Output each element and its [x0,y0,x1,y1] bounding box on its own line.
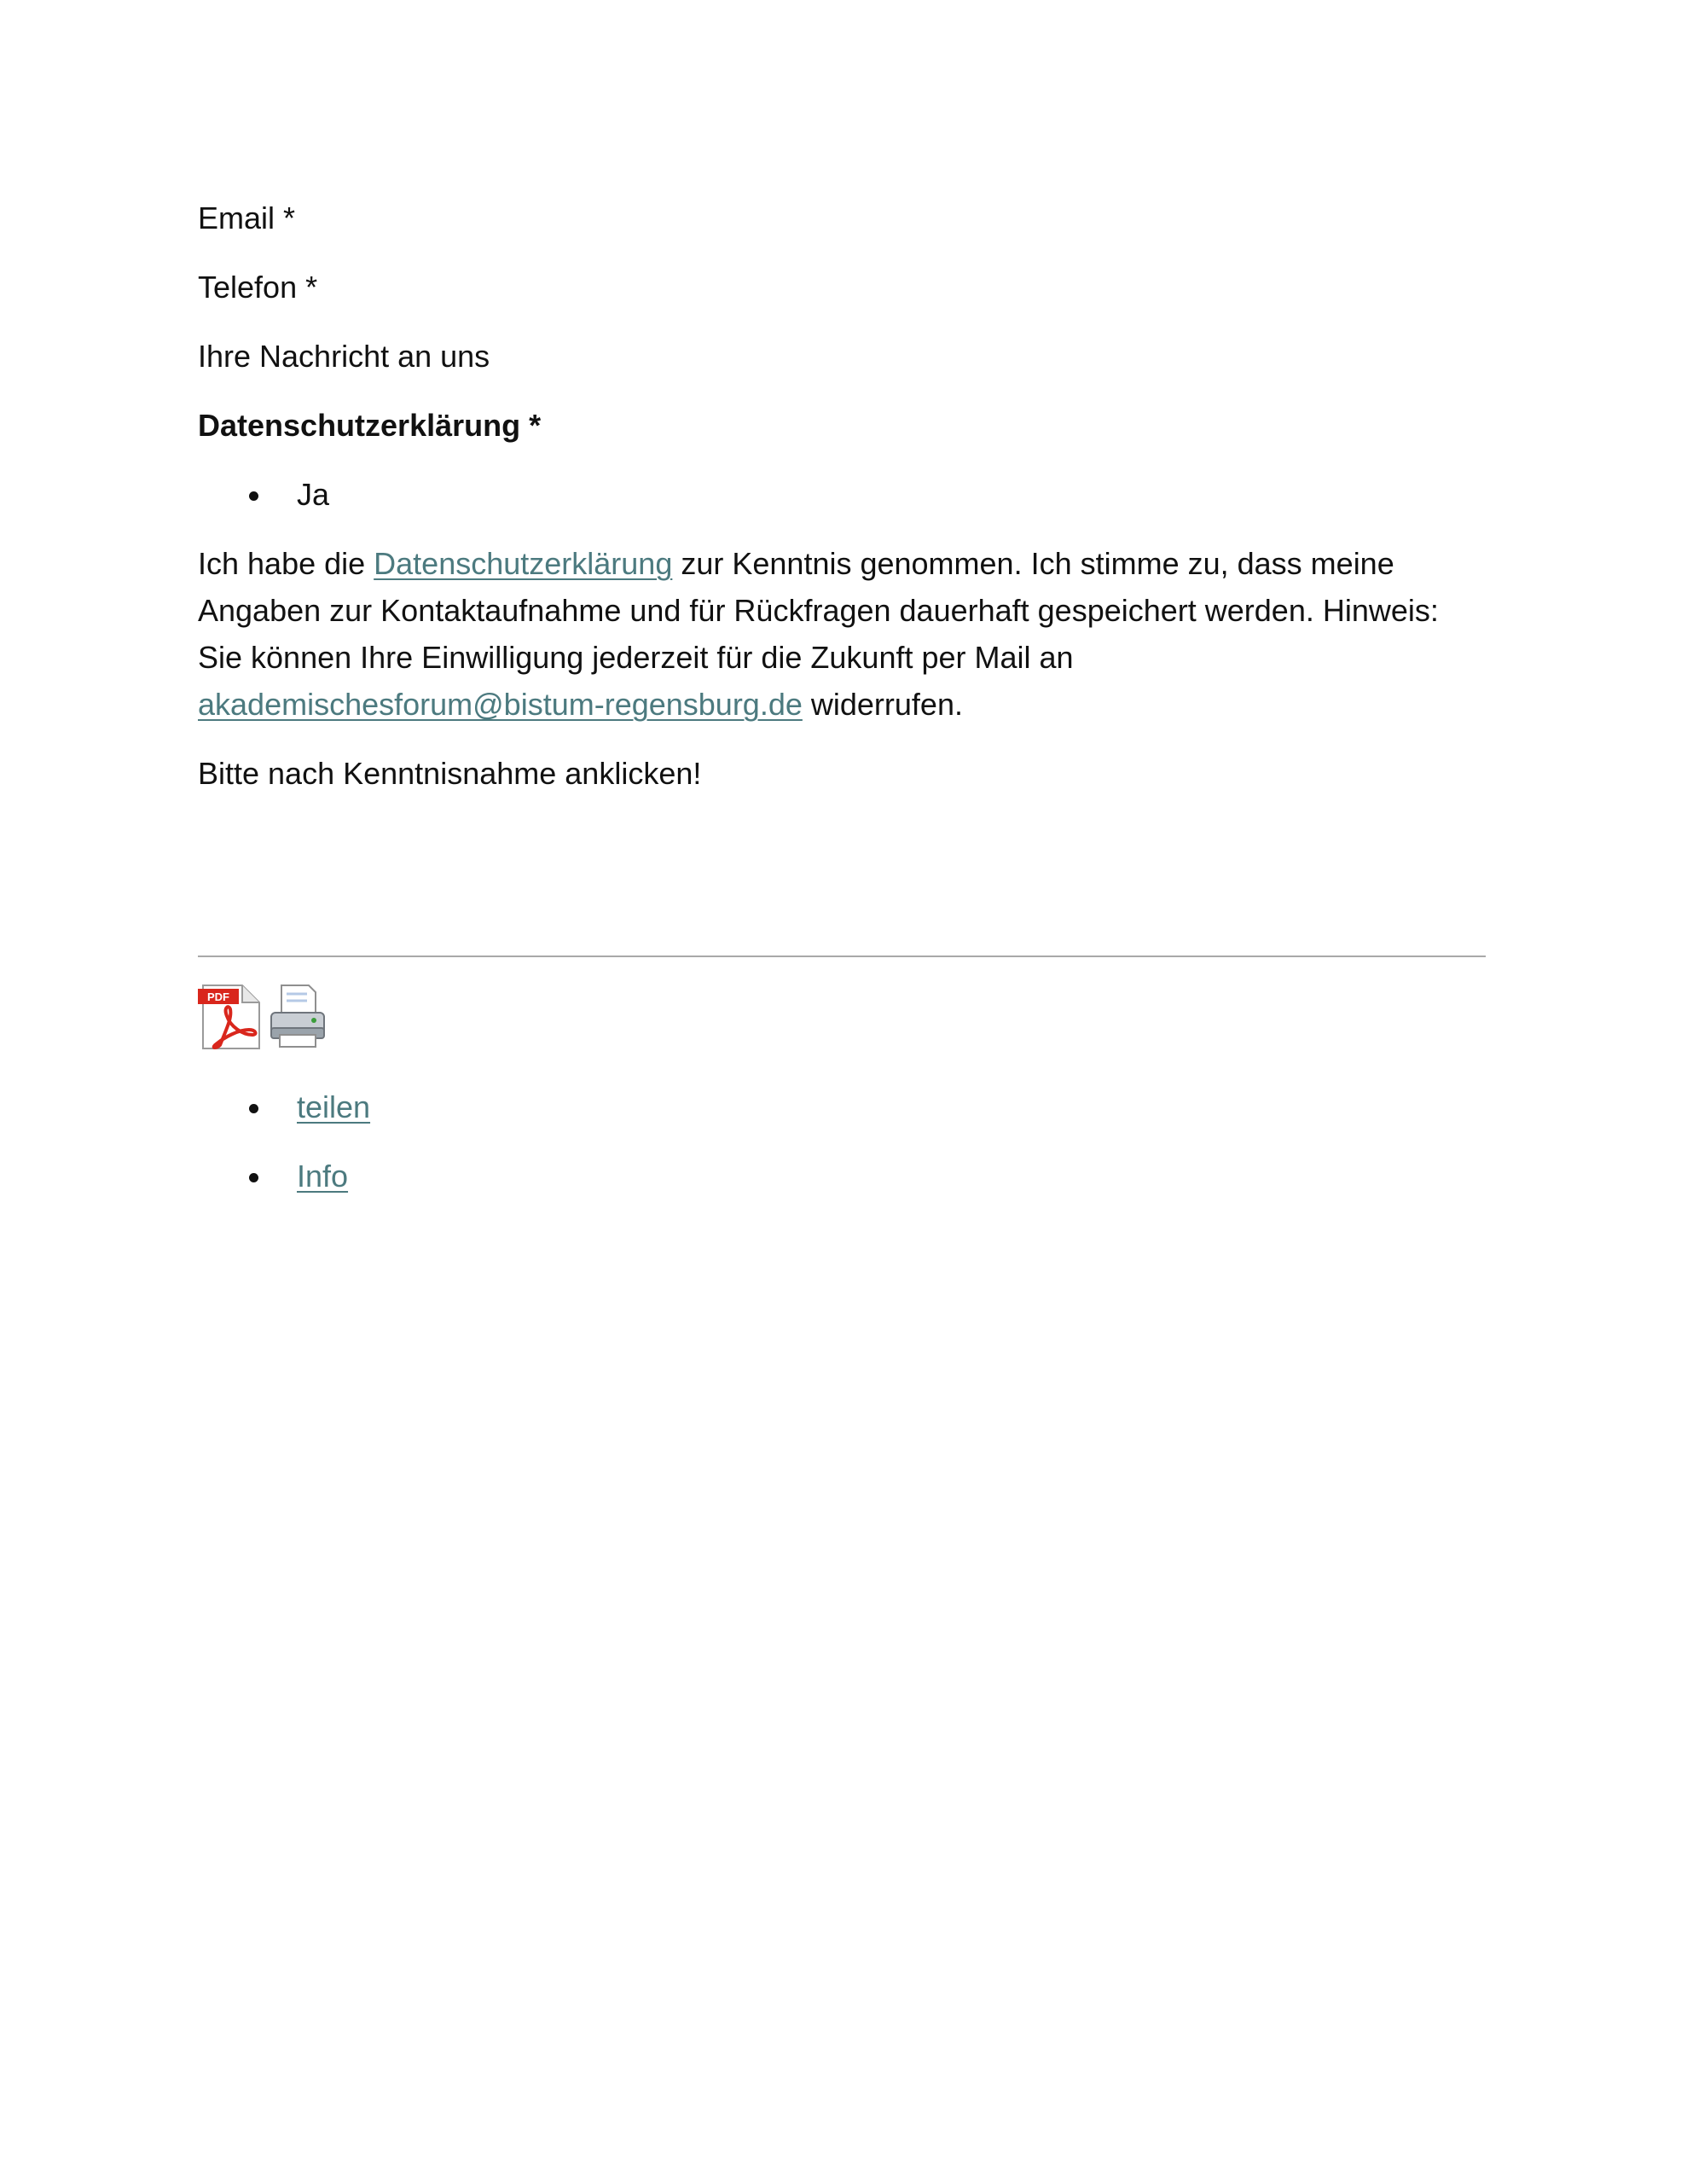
share-link[interactable]: teilen [297,1089,371,1124]
click-hint: Bitte nach Kenntnisnahme anklicken! [198,756,702,791]
spacer [198,819,1486,956]
pdf-badge-text: PDF [207,990,229,1003]
email-label: Email * [198,200,296,235]
printer-icon[interactable] [266,982,329,1063]
bullet-icon [249,1104,258,1113]
page-content [198,195,1486,1222]
consent-text [198,540,1486,728]
pdf-icon[interactable] [198,984,263,1063]
bullet-icon [249,1173,258,1182]
consent-text-part1: Ich habe die [198,546,374,581]
bullet-icon [249,491,258,501]
message-label: Ihre Nachricht an uns [198,339,490,374]
privacy-heading: Datenschutzerklärung * [198,408,542,443]
email-link[interactable]: akademischesforum@bistum-regensburg.de [198,687,803,722]
phone-label: Telefon * [198,270,318,305]
privacy-options [198,471,1486,518]
privacy-option-label: Ja [297,477,330,512]
privacy-policy-link[interactable]: Datenschutzerklärung [374,546,673,581]
list-item-info [198,1153,1486,1199]
info-link[interactable]: Info [297,1159,349,1194]
consent-text-part3: widerrufen. [802,687,963,722]
privacy-option-yes[interactable] [198,471,1486,518]
list-item-share [198,1083,1486,1130]
divider [198,956,1486,957]
consent-text-part2: zur Kenntnis genommen. Ich stimme zu, dass meine Angaben zur Kontaktaufnahme und für Rückfragen dauerhaft gespeichert werden. Hinweis: Sie können Ihre Einwilligung jederzeit für die Zukunft per Mail an [198,546,1439,675]
footer-links [198,1083,1486,1199]
export-icons [198,990,1486,1063]
